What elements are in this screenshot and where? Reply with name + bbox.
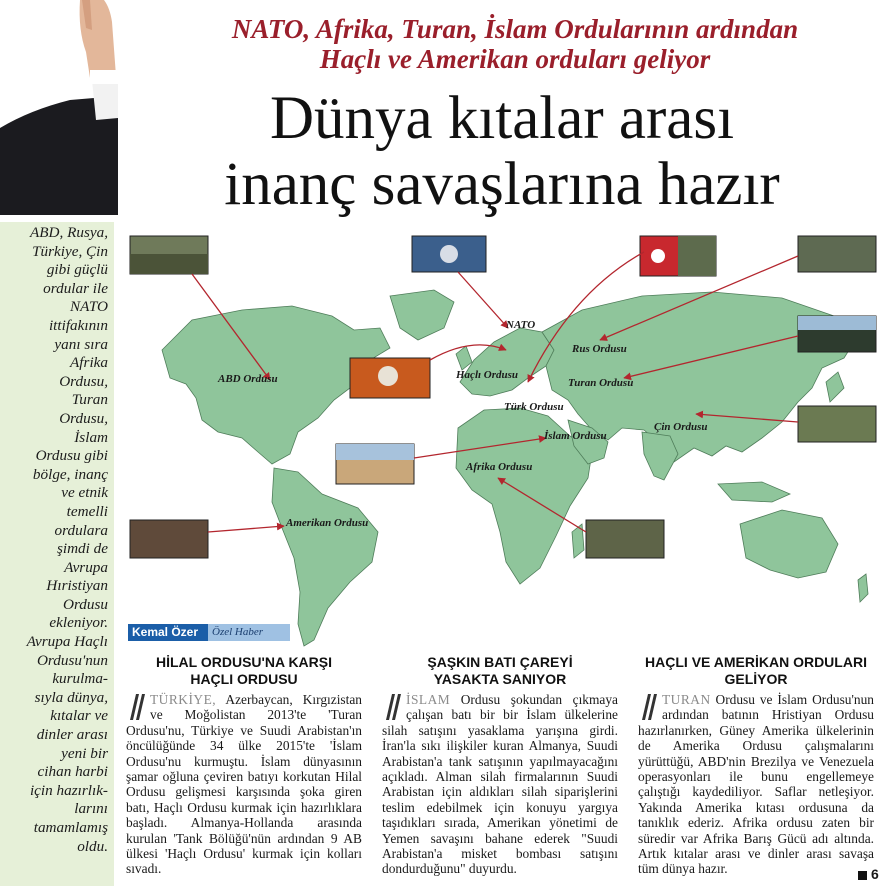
author-name: Kemal Özer — [128, 624, 208, 641]
sidebar-quote-line: Ordusu, — [59, 372, 108, 390]
sidebar-quote-line: Turan — [71, 391, 108, 409]
sidebar-quote-line: larını — [74, 800, 108, 818]
sidebar-quote-line: ittifakının — [48, 316, 108, 334]
sidebar-quote-line: cihan harbi — [37, 763, 108, 781]
sidebar-quote-line: Ordusu'nun — [36, 651, 108, 669]
page-number — [858, 866, 879, 882]
slash-ornament-icon — [382, 694, 402, 720]
article-1-title: HİLAL ORDUSU'NA KARŞI HAÇLI ORDUSU — [156, 654, 332, 687]
article-2-lead: İSLAM — [406, 692, 451, 707]
sidebar-quote-line: ABD, Rusya, — [29, 224, 108, 241]
sidebar-quote-line: oldu. — [77, 837, 108, 855]
europe — [460, 328, 554, 396]
kicker-line-2: Haçlı ve Amerikan orduları geliyor — [319, 44, 711, 74]
sidebar-quote-line: ordular ile — [43, 279, 108, 297]
article-3 — [638, 654, 874, 877]
sidebar-quote-line: Avrupa — [64, 558, 108, 576]
byline-tag: Özel Haber — [208, 624, 290, 641]
sidebar-quote-line: temelli — [66, 502, 108, 520]
australia — [740, 510, 838, 578]
thumb-cin — [798, 406, 876, 442]
article-2 — [382, 654, 618, 877]
kicker — [150, 14, 880, 74]
sidebar-quote-line: sıyla dünya, — [34, 688, 108, 706]
sidebar-quote-line: Türkiye, Çin — [32, 242, 108, 260]
sidebar-quote-line: kurulma- — [52, 670, 108, 688]
article-3-text: Ordusu ve İslam Ordusu'nun ardından batının Hristiyan Ordusu hazırlanırken, Güney Amerika ülkelerinin de Amerika Ordusu çalışmalarını yürüttüğü, ABD'nin Brezilya ve Venezuela operasyonları ile bunu engellemeye çalıştığı kaydediliyor. Saflar netleşiyor. Yakında Amerika kıtası ordusuna da tanıklık ederiz. Afrika ordusu zaten bir süredir var Afrika Barış Gücü adı altında. Artık kıtalar arası ve dinler arası savaşa tüm dünya hazır. — [638, 692, 874, 877]
sidebar — [0, 0, 118, 892]
article-1-lead: TÜRKİYE, — [150, 692, 217, 707]
headline-line-1: Dünya kıtalar arası — [269, 85, 735, 152]
thumb-afrika — [586, 520, 664, 558]
label-islam: İslam Ordusu — [544, 430, 607, 442]
sidebar-quote-line: için hazırlık- — [29, 781, 108, 799]
sidebar-quote-line: Ordusu — [62, 595, 108, 613]
article-3-body — [638, 692, 874, 877]
sidebar-quote-line: yeni bir — [61, 744, 108, 762]
sidebar-quote-line: kıtalar ve — [50, 707, 108, 725]
sidebar-quote-line: dinler arası — [36, 726, 108, 744]
sidebar-quote-line: Hıristiyan — [46, 577, 108, 595]
headline — [122, 86, 882, 218]
sidebar-quote-text — [0, 222, 114, 856]
indonesia — [718, 482, 790, 502]
label-amerikan: Amerikan Ordusu — [286, 517, 369, 529]
world-map — [122, 232, 882, 652]
label-turk: Türk Ordusu — [504, 401, 564, 413]
sidebar-quote-line: şimdi de — [56, 540, 108, 558]
japan — [826, 372, 844, 402]
article-2-text: Ordusu şokundan çıkmaya çalışan batı bir bir İslam ülkelerine silah satışını yasaklama yarışına girdi. İran'la sıkı ilişkiler kuran Almanya, Suudi Arabistan'a tank satışının yapılmayacağını açıkladı. Alman silah firmalarının Suudi Arabistan için aldıkları silah siparişlerini teslim edebilmek için konuyu yargıya taşıdıkları sırada, Amerikan yönetimi de Yemen savaşını bahane ederek "Suudi Arabistan'a misket bombası satışını dondurduğunu" duyurdu. — [382, 692, 618, 877]
label-turan: Turan Ordusu — [568, 377, 634, 389]
south-america — [272, 468, 378, 646]
sidebar-quote-line: Ordusu, — [59, 409, 108, 427]
label-hacli: Haçlı Ordusu — [456, 369, 519, 381]
article-1 — [126, 654, 362, 877]
salute-photo — [0, 0, 118, 215]
slash-ornament-icon — [126, 694, 146, 720]
sidebar-quote-line: Avrupa Haçlı — [26, 633, 108, 651]
label-rus: Rus Ordusu — [572, 343, 627, 355]
article-3-title: HAÇLI VE AMERİKAN ORDULARI GELİYOR — [645, 654, 867, 687]
sidebar-quote — [0, 222, 114, 886]
sidebar-quote-line: Ordusu gibi — [35, 447, 108, 465]
end-mark-icon — [858, 871, 867, 880]
greenland — [390, 290, 454, 340]
sidebar-quote-line: ekleniyor. — [49, 614, 108, 632]
headline-line-2: inanç savaşlarına hazır — [224, 151, 780, 218]
label-afrika: Afrika Ordusu — [466, 461, 533, 473]
sidebar-quote-line: ve etnik — [61, 484, 108, 502]
article-3-lead: TURAN — [662, 692, 711, 707]
new-zealand — [858, 574, 868, 602]
sidebar-quote-line: gibi güçlü — [46, 261, 108, 279]
thumb-amerikan — [130, 520, 208, 558]
sidebar-quote-line: bölge, inanç — [32, 465, 108, 483]
slash-ornament-icon — [638, 694, 658, 720]
sidebar-quote-line: tamamlamış — [33, 819, 108, 836]
article-1-text: Azerbaycan, Kırgızistan ve Moğolistan 2013'te 'Turan Ordusu'nu, Türkiye ve Suudi Arabistan'ın öncülüğünde 34 ülke 2015'te 'İslam Ordusu'nu kurmuştu. İslam dünyasının şamar oğluna çeviren batıyı korkutan Hilal Ordusu gelişmesi karşısında şoka giren batı, Haçlı Ordusu kurmak için hazırlıklara başladı. Almanya-Hollanda arasında kurulan 'Tank Bölüğü'nün ardından 9 AB ülkesi 'Haçlı Ordusu' kurmak için kolları sıvadı. — [126, 692, 362, 877]
label-nato: NATO — [506, 319, 536, 331]
kicker-line-1: NATO, Afrika, Turan, İslam Ordularının ardından — [231, 14, 799, 44]
label-abd: ABD Ordusu — [218, 373, 278, 385]
page-number-text: 6 — [871, 866, 879, 882]
article-2-title: ŞAŞKIN BATI ÇAREYİ YASAKTA SANIYOR — [427, 654, 573, 687]
sidebar-quote-line: İslam — [74, 428, 108, 446]
label-cin: Çin Ordusu — [654, 421, 708, 433]
sidebar-quote-line: ordulara — [54, 521, 108, 539]
sidebar-quote-line: Afrika — [70, 354, 108, 372]
sidebar-quote-line: NATO — [70, 298, 108, 316]
article-2-body — [382, 692, 618, 877]
thumb-rus — [798, 236, 876, 272]
byline — [128, 624, 290, 641]
sidebar-quote-line: yanı sıra — [54, 335, 108, 353]
article-1-body — [126, 692, 362, 877]
